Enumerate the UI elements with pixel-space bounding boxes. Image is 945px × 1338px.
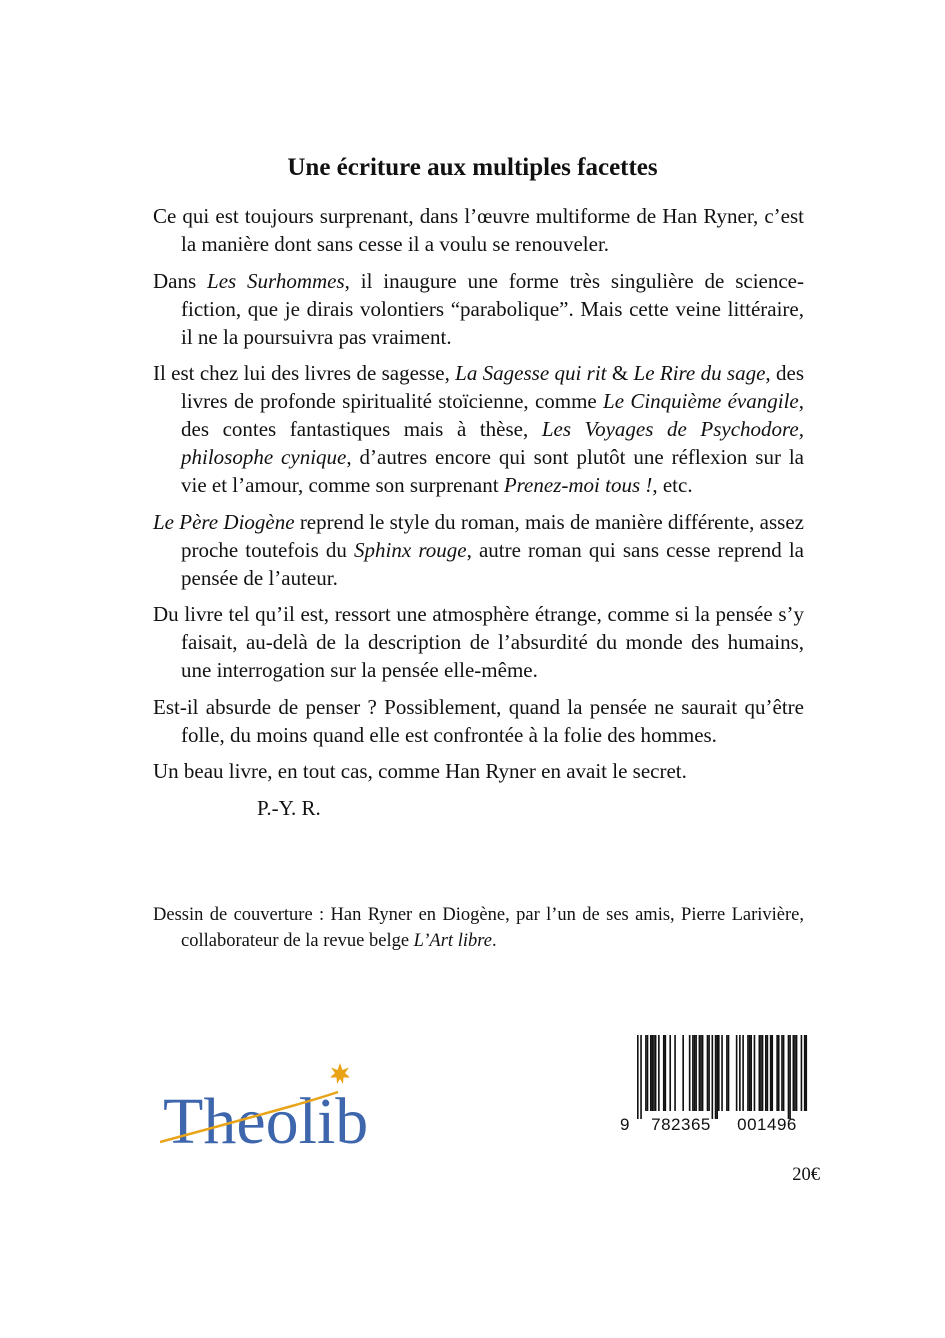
barcode-bar <box>767 1035 769 1111</box>
barcode-bar <box>716 1035 718 1119</box>
theolib-logo-svg <box>160 1058 385 1158</box>
paragraph-text: Un beau livre, en tout cas, comme Han Ryner en avait le secret. <box>153 759 687 783</box>
barcode-bar <box>736 1035 738 1111</box>
barcode-bar <box>778 1035 780 1111</box>
barcode-bar <box>665 1035 667 1111</box>
paragraph-text: Ce qui est toujours surprenant, dans l’œuvre multiforme de Han Ryner, c’est la manière dont sans cesse il a voulu se renouveler. <box>153 204 804 256</box>
isbn-barcode <box>618 1033 810 1140</box>
barcode-prefix-digit: 9 <box>620 1115 630 1134</box>
barcode-bar <box>793 1035 795 1111</box>
paragraph <box>153 267 804 351</box>
barcode-bar <box>739 1035 741 1111</box>
barcode-bar <box>750 1035 752 1111</box>
signature: P.-Y. R. <box>257 795 321 820</box>
paragraph-text: , autre roman qui sans cesse reprend la pensée de l’auteur. <box>181 537 804 590</box>
paragraph <box>153 600 804 684</box>
barcode-bar <box>796 1035 798 1111</box>
paragraph-text: & <box>606 361 634 385</box>
barcode-bar <box>700 1035 702 1111</box>
logo-text: Theolib <box>163 1085 369 1158</box>
barcode-bar <box>640 1035 642 1119</box>
barcode-bar <box>801 1035 803 1111</box>
paragraph-text: Dans <box>153 268 208 293</box>
paragraph-book-title: Les Voyages de Psychodore, philosophe cynique <box>181 417 804 469</box>
paragraph-book-title: Prenez-moi tous ! <box>503 473 653 497</box>
paragraph-book-title: Sphinx rouge <box>354 537 467 562</box>
barcode-bar <box>689 1035 691 1111</box>
barcode-bar <box>760 1035 762 1111</box>
barcode-bar <box>762 1035 764 1111</box>
paragraph-text: reprend le style du roman, mais de manière différente, assez proche toutefois du <box>181 509 804 562</box>
barcode-bar <box>652 1035 654 1111</box>
barcode-bar <box>728 1035 730 1111</box>
credit-text: . <box>491 931 497 951</box>
barcode-group-1: 782365 <box>651 1115 711 1134</box>
paragraph-text: , etc. <box>652 473 693 497</box>
description-text <box>153 202 804 822</box>
barcode-bar <box>692 1035 694 1111</box>
paragraph-book-title: Le Père Diogène <box>153 509 295 534</box>
barcode-bar <box>694 1035 696 1111</box>
barcode-bar <box>669 1035 671 1111</box>
barcode-bar <box>794 1035 796 1111</box>
paragraph-text: , des livres de profonde spiritualité stoïcienne, comme <box>181 361 804 413</box>
star-icon <box>330 1063 350 1084</box>
paragraph <box>153 508 804 592</box>
barcode-bar <box>695 1035 697 1111</box>
paragraph <box>153 693 804 749</box>
barcode-bar <box>715 1035 717 1119</box>
barcode-bar <box>702 1035 704 1111</box>
credit-text: Dessin de couverture : Han Ryner en Diogène, par l’un de ses amis, Pierre Larivière, collaborateur de la revue belge <box>153 905 804 951</box>
barcode-bar <box>770 1035 772 1111</box>
barcode-bar <box>726 1035 728 1111</box>
paragraph-text: Du livre tel qu’il est, ressort une atmosphère étrange, comme si la pensée s’y faisait, au-delà de la description de l’absurdité du monde des humains, une interrogation sur la pensée elle-même. <box>153 602 804 682</box>
paragraph-book-title: Le Rire du sage <box>633 361 766 385</box>
paragraph-text: Est-il absurde de penser ? Possiblement, quand la pensée ne saurait qu’être folle, du moins quand elle est confrontée à la folie des hommes. <box>153 694 804 747</box>
barcode-bar <box>682 1035 684 1111</box>
paragraph <box>153 359 804 499</box>
paragraph <box>153 202 804 258</box>
paragraph-text: , d’autres encore qui sont plutôt une réflexion sur la vie et l’amour, comme son surprenant <box>181 445 804 497</box>
barcode-bar <box>789 1035 791 1119</box>
barcode-bar <box>721 1035 723 1111</box>
barcode-bar <box>788 1035 790 1119</box>
paragraph-book-title: Les Surhommes <box>207 268 345 293</box>
barcode-bar <box>783 1035 785 1111</box>
paragraph-book-title: Le Cinquième évangile <box>603 389 799 413</box>
barcode-bar <box>759 1035 761 1111</box>
cover-credit <box>153 902 804 954</box>
barcode-bar <box>804 1035 806 1111</box>
barcode-bar <box>637 1035 639 1119</box>
credit-book-title: L’Art libre <box>413 931 492 951</box>
paragraph <box>153 757 804 785</box>
barcode-bar <box>747 1035 749 1111</box>
barcode-bar <box>776 1035 778 1111</box>
paragraph-text: , il inaugure une forme très singulière de science-fiction, que je dirais volontiers “parabolique”. Mais cette veine littéraire, il ne la poursuivra pas vraiment. <box>181 268 804 349</box>
paragraph-text: , des contes fantastiques mais à thèse, <box>181 389 804 441</box>
barcode-bar <box>650 1035 652 1111</box>
barcode-bar <box>707 1035 709 1111</box>
barcode-bar <box>805 1035 807 1111</box>
barcode-bar <box>647 1035 649 1111</box>
paragraph-book-title: La Sagesse qui rit <box>455 361 607 385</box>
barcode-bar <box>765 1035 767 1111</box>
barcode-bar <box>674 1035 676 1111</box>
barcode-bar <box>781 1035 783 1111</box>
barcode-bar <box>749 1035 751 1111</box>
barcode-svg <box>618 1033 810 1135</box>
barcode-bar <box>742 1035 744 1111</box>
publisher-logo <box>160 1058 385 1163</box>
barcode-bar <box>653 1035 655 1111</box>
paragraph-list <box>153 202 804 785</box>
barcode-bar <box>658 1035 660 1111</box>
barcode-bar <box>712 1035 714 1119</box>
barcode-bar <box>663 1035 665 1111</box>
barcode-bar <box>708 1035 710 1111</box>
barcode-bar <box>718 1035 720 1111</box>
barcode-bar <box>699 1035 701 1111</box>
price: 20€ <box>792 1165 820 1185</box>
barcode-group-2: 001496 <box>737 1115 797 1134</box>
page-title: Une écriture aux multiples facettes <box>287 154 658 181</box>
barcode-bar <box>754 1035 756 1111</box>
barcode-bar <box>771 1035 773 1111</box>
paragraph-text: Il est chez lui des livres de sagesse, <box>153 361 456 385</box>
barcode-bar <box>645 1035 647 1111</box>
barcode-bar <box>655 1035 657 1111</box>
